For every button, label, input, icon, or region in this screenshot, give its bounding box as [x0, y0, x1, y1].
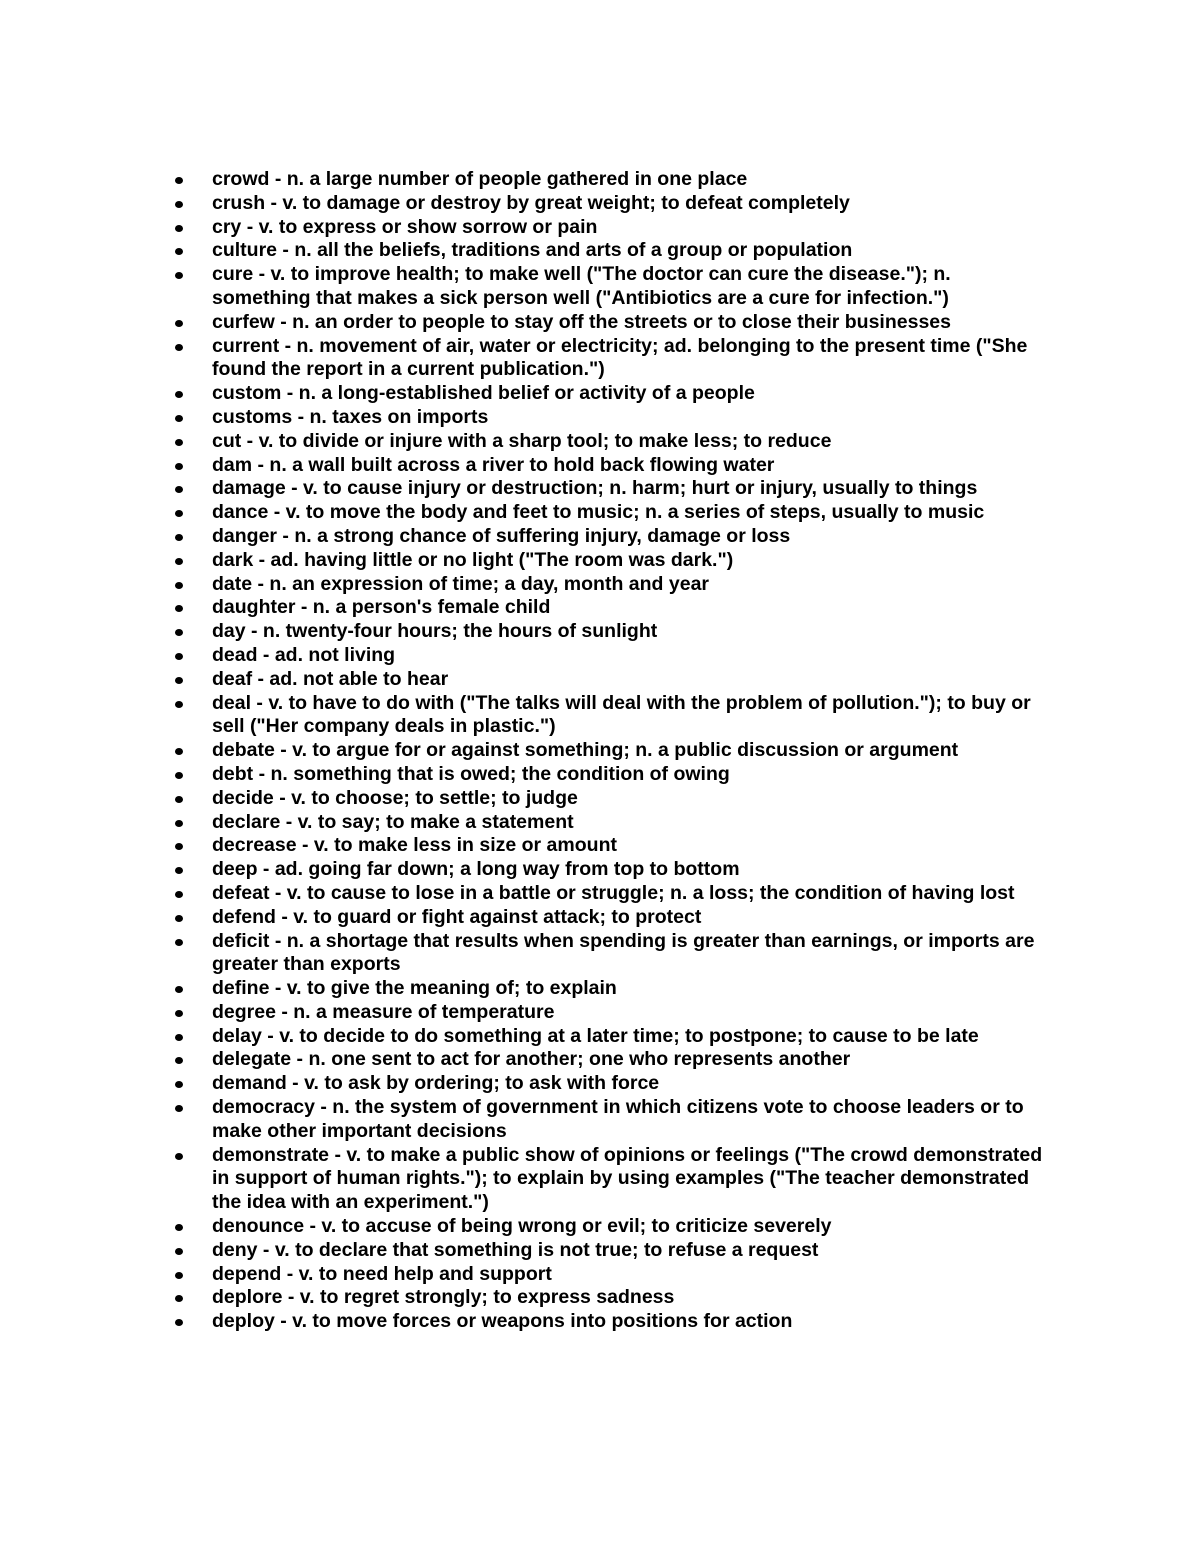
entry-text: danger - n. a strong chance of suffering injury, damage or loss	[212, 524, 791, 547]
list-item	[172, 1310, 1052, 1334]
entry-text: culture - n. all the beliefs, traditions and arts of a group or population	[212, 239, 853, 262]
entry-text: dark - ad. having little or no light ("The room was dark.")	[212, 548, 734, 571]
bullet-icon	[175, 1081, 183, 1088]
bullet-icon	[175, 486, 183, 493]
bullet-icon	[175, 605, 183, 612]
list-item	[172, 501, 1052, 525]
entry-text: damage - v. to cause injury or destruction; n. harm; hurt or injury, usually to things	[212, 477, 978, 500]
bullet-icon	[175, 463, 183, 470]
list-item	[172, 1025, 1052, 1049]
entry-text: decrease - v. to make less in size or amount	[212, 834, 617, 857]
entry-text: deal - v. to have to do with ("The talks will deal with the problem of pollution."); to buy or sell ("Her company deals in plastic.")	[212, 691, 1031, 738]
entry-text: degree - n. a measure of temperature	[212, 1000, 555, 1023]
list-item	[172, 430, 1052, 454]
list-item	[172, 1048, 1052, 1072]
entry-text: deficit - n. a shortage that results when spending is greater than earnings, or imports are greater than exports	[212, 929, 1035, 976]
entry-text: deny - v. to declare that something is not true; to refuse a request	[212, 1238, 819, 1261]
bullet-icon	[175, 1295, 183, 1302]
list-item	[172, 620, 1052, 644]
entry-text: custom - n. a long-established belief or activity of a people	[212, 382, 755, 405]
entry-text: dead - ad. not living	[212, 643, 396, 666]
bullet-icon	[175, 415, 183, 422]
bullet-icon	[175, 1224, 183, 1231]
bullet-icon	[175, 939, 183, 946]
entry-text: customs - n. taxes on imports	[212, 405, 489, 428]
bullet-icon	[175, 867, 183, 874]
list-item	[172, 549, 1052, 573]
list-item	[172, 930, 1052, 978]
list-item	[172, 668, 1052, 692]
list-item	[172, 1286, 1052, 1310]
bullet-icon	[175, 1034, 183, 1041]
bullet-icon	[175, 225, 183, 232]
entry-text: demand - v. to ask by ordering; to ask with force	[212, 1072, 660, 1095]
entry-text: day - n. twenty-four hours; the hours of sunlight	[212, 620, 658, 643]
bullet-icon	[175, 1057, 183, 1064]
bullet-icon	[175, 272, 183, 279]
entry-text: defend - v. to guard or fight against attack; to protect	[212, 905, 702, 928]
bullet-icon	[175, 510, 183, 517]
bullet-icon	[175, 701, 183, 708]
bullet-icon	[175, 177, 183, 184]
bullet-icon	[175, 820, 183, 827]
bullet-icon	[175, 391, 183, 398]
bullet-icon	[175, 1153, 183, 1160]
entry-text: democracy - n. the system of government in which citizens vote to choose leaders or to make other important decisions	[212, 1096, 1024, 1142]
entry-text: crowd - n. a large number of people gathered in one place	[212, 168, 748, 190]
list-item	[172, 1144, 1052, 1215]
bullet-icon	[175, 201, 183, 208]
list-item	[172, 692, 1052, 740]
bullet-icon	[175, 843, 183, 850]
entry-text: crush - v. to damage or destroy by great weight; to defeat completely	[212, 191, 850, 214]
entry-text: deep - ad. going far down; a long way from top to bottom	[212, 858, 740, 881]
list-item	[172, 477, 1052, 501]
bullet-icon	[175, 344, 183, 351]
list-item	[172, 1215, 1052, 1239]
bullet-icon	[175, 320, 183, 327]
list-item	[172, 311, 1052, 335]
list-item	[172, 263, 1052, 311]
list-item	[172, 406, 1052, 430]
bullet-icon	[175, 1010, 183, 1017]
bullet-icon	[175, 248, 183, 255]
list-item	[172, 1072, 1052, 1096]
entry-text: cure - v. to improve health; to make well ("The doctor can cure the disease."); n. something that makes a sick person well ("Antibiotics are a cure for infection.")	[212, 263, 951, 309]
bullet-icon	[175, 582, 183, 589]
list-item	[172, 382, 1052, 406]
bullet-icon	[175, 1105, 183, 1112]
list-item	[172, 858, 1052, 882]
entry-text: cut - v. to divide or injure with a sharp tool; to make less; to reduce	[212, 429, 832, 452]
list-item	[172, 882, 1052, 906]
list-item	[172, 573, 1052, 597]
entry-text: define - v. to give the meaning of; to explain	[212, 977, 617, 1000]
entry-text: defeat - v. to cause to lose in a battle or struggle; n. a loss; the condition of having lost	[212, 881, 1015, 904]
list-item	[172, 1096, 1052, 1144]
list-item	[172, 644, 1052, 668]
entry-text: dance - v. to move the body and feet to music; n. a series of steps, usually to music	[212, 501, 985, 524]
entry-text: debt - n. something that is owed; the condition of owing	[212, 762, 730, 785]
list-item	[172, 596, 1052, 620]
bullet-icon	[175, 1272, 183, 1279]
list-item	[172, 168, 1052, 192]
entry-text: deplore - v. to regret strongly; to express sadness	[212, 1286, 675, 1309]
bullet-icon	[175, 439, 183, 446]
list-item	[172, 1239, 1052, 1263]
entry-text: delegate - n. one sent to act for another; one who represents another	[212, 1048, 851, 1071]
entry-text: curfew - n. an order to people to stay off the streets or to close their businesses	[212, 310, 951, 333]
entry-text: current - n. movement of air, water or electricity; ad. belonging to the present time ("She found the report in a current publication.")	[212, 334, 1028, 381]
list-item	[172, 454, 1052, 478]
entry-text: date - n. an expression of time; a day, month and year	[212, 572, 710, 595]
bullet-icon	[175, 891, 183, 898]
entry-text: deaf - ad. not able to hear	[212, 667, 449, 690]
list-item	[172, 525, 1052, 549]
bullet-icon	[175, 796, 183, 803]
entry-text: deploy - v. to move forces or weapons into positions for action	[212, 1310, 793, 1333]
entry-text: debate - v. to argue for or against something; n. a public discussion or argument	[212, 739, 959, 762]
list-item	[172, 192, 1052, 216]
list-item	[172, 763, 1052, 787]
list-item	[172, 906, 1052, 930]
vocabulary-list	[172, 168, 1052, 1334]
entry-text: daughter - n. a person's female child	[212, 596, 551, 619]
list-item	[172, 239, 1052, 263]
bullet-icon	[175, 1248, 183, 1255]
list-item	[172, 216, 1052, 240]
bullet-icon	[175, 534, 183, 541]
entry-text: cry - v. to express or show sorrow or pain	[212, 215, 598, 238]
list-item	[172, 335, 1052, 383]
entry-text: decide - v. to choose; to settle; to judge	[212, 786, 578, 809]
list-item	[172, 787, 1052, 811]
bullet-icon	[175, 558, 183, 565]
list-item	[172, 1263, 1052, 1287]
entry-text: demonstrate - v. to make a public show of opinions or feelings ("The crowd demonstrated in support of human rights."); to explain by using examples ("The teacher demonstrated the idea with an experiment.")	[212, 1143, 1043, 1214]
entry-text: depend - v. to need help and support	[212, 1262, 552, 1285]
entry-text: declare - v. to say; to make a statement	[212, 810, 574, 833]
bullet-icon	[175, 677, 183, 684]
list-item	[172, 811, 1052, 835]
bullet-icon	[175, 1319, 183, 1326]
list-item	[172, 977, 1052, 1001]
list-item	[172, 834, 1052, 858]
bullet-icon	[175, 748, 183, 755]
entry-text: dam - n. a wall built across a river to hold back flowing water	[212, 453, 775, 476]
bullet-icon	[175, 986, 183, 993]
bullet-icon	[175, 653, 183, 660]
bullet-icon	[175, 772, 183, 779]
list-item	[172, 1001, 1052, 1025]
bullet-icon	[175, 915, 183, 922]
entry-text: delay - v. to decide to do something at a later time; to postpone; to cause to be late	[212, 1024, 979, 1047]
list-item	[172, 739, 1052, 763]
entry-text: denounce - v. to accuse of being wrong or evil; to criticize severely	[212, 1215, 832, 1238]
bullet-icon	[175, 629, 183, 636]
